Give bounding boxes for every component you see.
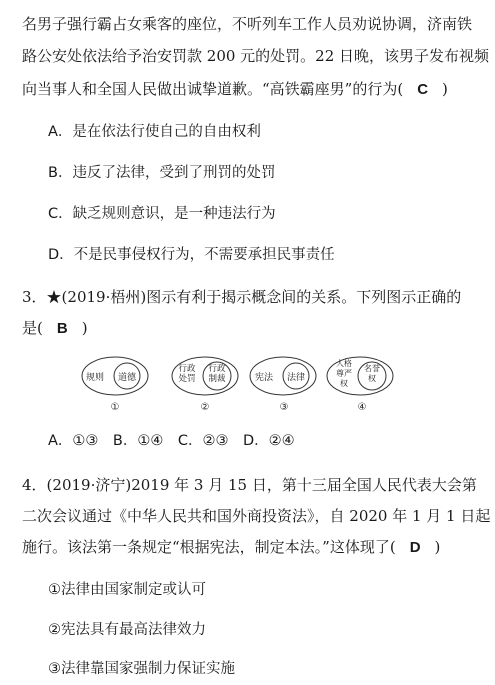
q2-answer: C: [417, 81, 429, 98]
q2-option-b: B．违反了法律，受到了刑罚的处罚: [48, 165, 276, 181]
q4-answer: D: [409, 539, 421, 556]
q2-option-d: D．不是民事侵权行为，不需要承担民事责任: [48, 247, 335, 263]
diagram-2-inner-label: 行政制裁: [208, 364, 226, 384]
q3-line-1: 3．★(2019·梧州)图示有利于揭示概念间的关系。下列图示正确的: [22, 288, 462, 306]
q3-answer: B: [56, 320, 68, 337]
q3-line-2: [22, 318, 88, 339]
q2-option-c: C．缺乏规则意识，是一种违法行为: [48, 206, 276, 222]
q4-close-paren: ): [434, 538, 441, 556]
diagram-3: [250, 357, 316, 413]
q4-stem-end: 施行。该法第一条规定“根据宪法，制定本法。”这体现了(: [22, 538, 396, 556]
q4-line-3: [22, 537, 440, 558]
q3-close-paren: ): [81, 319, 88, 337]
q4-item-2: ②宪法具有最高法律效力: [48, 622, 206, 638]
diagram-2-outer-label: 行政处罚: [178, 364, 196, 384]
q4-item-1: ①法律由国家制定或认可: [48, 582, 206, 598]
diagram-3-number: ③: [279, 402, 289, 413]
q2-stem-end: 向当事人和全国人民做出诚挚道歉。“高铁霸座男”的行为(: [22, 80, 404, 98]
q3-stem-end: 是(: [22, 319, 43, 337]
diagram-1-outer-label: 规则: [85, 373, 105, 383]
diagram-4-outer-label: 人格尊严权: [336, 359, 352, 388]
diagram-1-number: ①: [110, 402, 120, 413]
diagram-4-inner-label: 名誉权: [364, 364, 380, 383]
q2-close-paren: ): [442, 80, 448, 98]
diagram-3-outer-label: 宪法: [254, 373, 274, 383]
concept-diagrams: [0, 355, 495, 415]
q2-line-2: 路公安处依法给予治安罚款 200 元的处罚。22 日晚，该男子发布视频: [22, 47, 490, 65]
diagram-1-inner-label: 道德: [117, 373, 137, 383]
diagram-3-inner-label: 法律: [286, 373, 306, 383]
diagram-2-number: ②: [200, 402, 210, 413]
diagram-4: [327, 357, 393, 413]
q2-line-1: 名男子强行霸占女乘客的座位，不听列车工作人员劝说协调，济南铁: [22, 15, 473, 33]
q4-item-3: ③法律靠国家强制力保证实施: [48, 661, 235, 677]
q2-option-a: A．是在依法行使自己的自由权利: [48, 124, 261, 140]
diagram-2: [172, 357, 238, 413]
diagram-4-number: ④: [357, 402, 367, 413]
q3-choices: A．①③ B．①④ C．②③ D．②④: [48, 433, 295, 449]
q4-line-2: 二次会议通过《中华人民共和国外商投资法》，自 2020 年 1 月 1 日起: [22, 507, 491, 525]
q4-line-1: 4．(2019·济宁)2019 年 3 月 15 日，第十三届全国人民代表大会第: [22, 476, 477, 494]
diagram-1: [82, 357, 148, 413]
q2-line-3: [22, 79, 448, 100]
